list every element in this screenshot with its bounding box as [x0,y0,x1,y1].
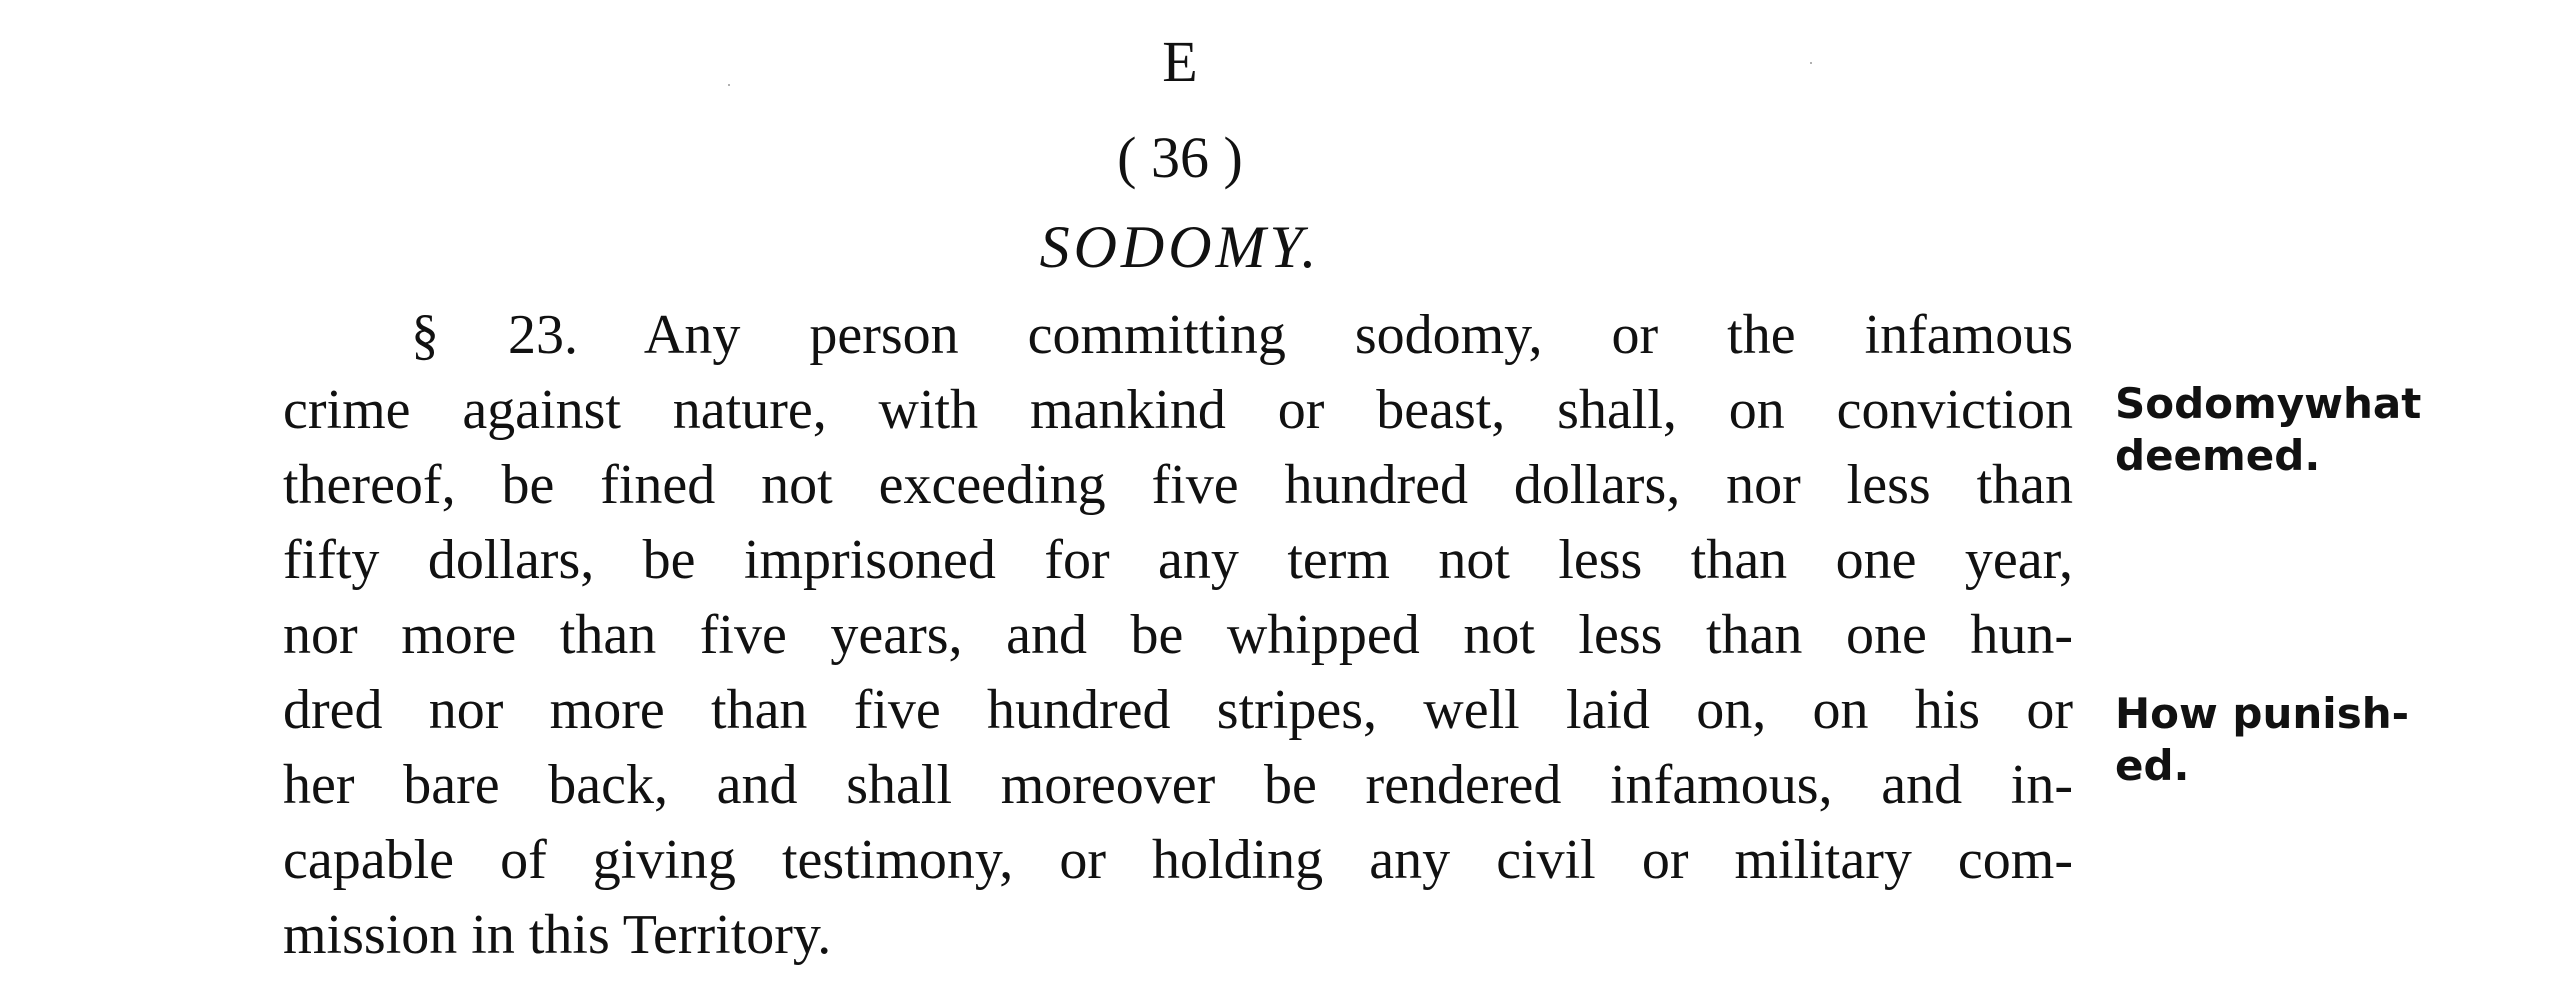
body-line: capable of giving testimony, or holding any civil or military com- [283,829,2073,891]
body-line: thereof, be fined not exceeding five hundred dollars, nor less than [283,454,2073,516]
body-line: crime against nature, with mankind or beast, shall, on conviction [283,379,2073,441]
margin-note-line: deemed. [2115,431,2321,480]
paper-speck [728,84,730,86]
margin-note-line: Sodomywhat [2115,379,2422,428]
section-letter: E [1162,29,1198,94]
section-body [283,298,2073,973]
body-line: dred nor more than five hundred stripes, well laid on, on his or [283,679,2073,741]
page-number: ( 36 ) [1117,125,1243,190]
paper-speck [1810,62,1812,64]
body-line: her bare back, and shall moreover be rendered infamous, and in- [283,754,2073,816]
body-line: § 23. Any person committing sodomy, or the infamous [411,304,2073,366]
body-line: mission in this Territory. [283,904,832,966]
margin-note-line: How punish- [2115,689,2410,738]
body-line: fifty dollars, be imprisoned for any term not less than one year, [283,529,2073,591]
margin-note-line: ed. [2115,741,2190,790]
margin-note-definition [2115,378,2555,482]
section-title: SODOMY. [1039,214,1321,280]
margin-note-punishment [2115,688,2555,792]
body-line: nor more than five years, and be whipped not less than one hun- [283,604,2073,666]
